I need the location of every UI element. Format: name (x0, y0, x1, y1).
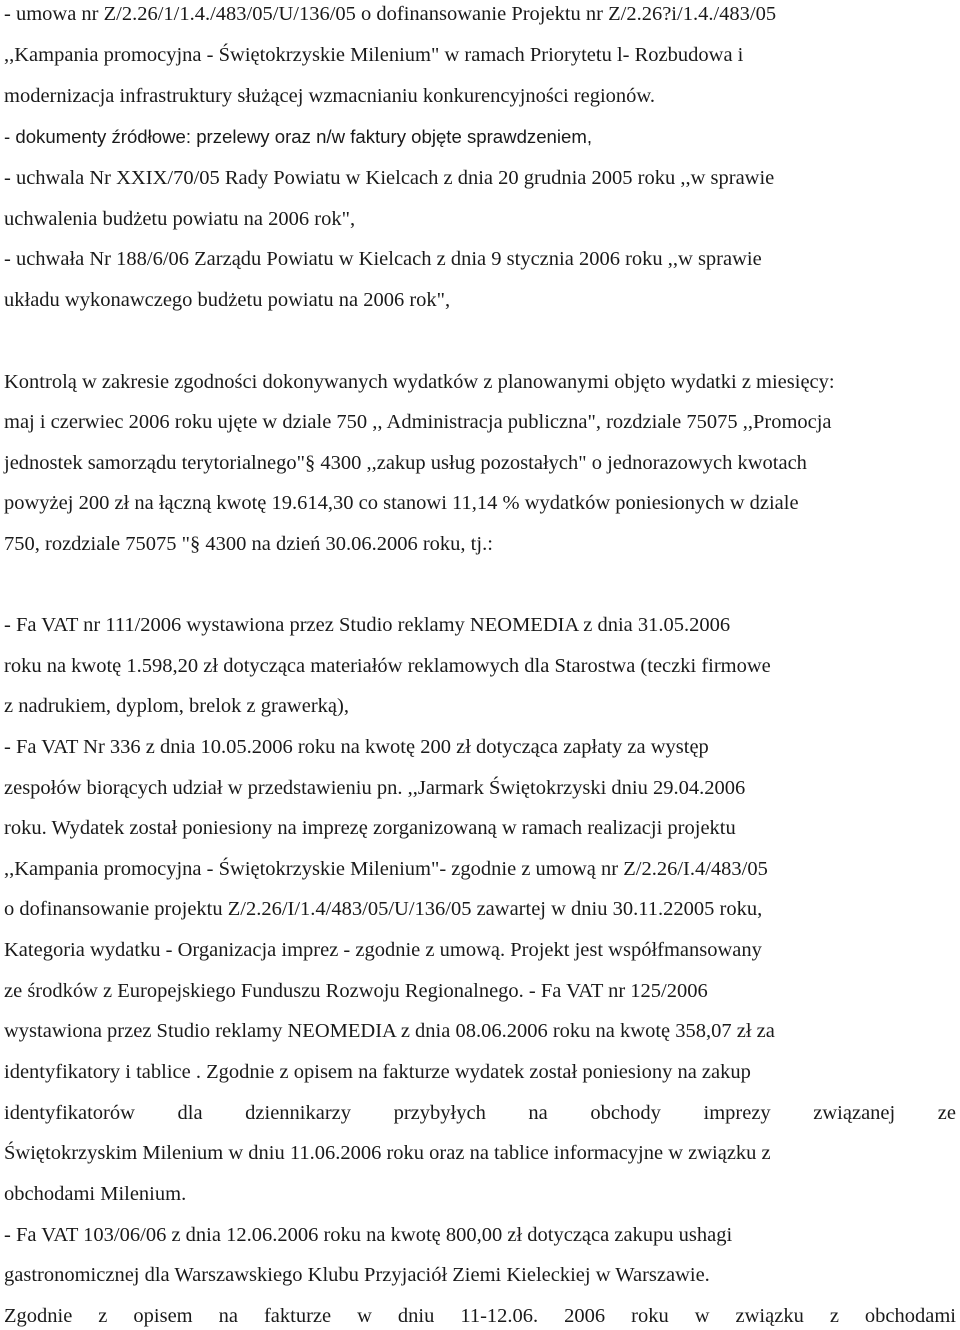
text-line: gastronomicznej dla Warszawskiego Klubu Przyjaciół Ziemi Kieleckiej w Warszawie. (4, 1264, 710, 1286)
text-line: z nadrukiem, dyplom, brelok z grawerką), (4, 695, 349, 717)
text-line: ze środków z Europejskiego Funduszu Rozwoju Regionalnego. - Fa VAT nr 125/2006 (4, 980, 708, 1002)
text-line: modernizacja infrastruktury służącej wzmacnianiu konkurencyjności regionów. (4, 85, 656, 107)
text-line: - Fa VAT 103/06/06 z dnia 12.06.2006 roku na kwotę 800,00 zł dotycząca zakupu ushagi (4, 1224, 733, 1246)
text-line: Zgodnie z opisem na fakturze w dniu 11-12.06. 2006 roku w związku z obchodami (4, 1305, 956, 1327)
text-line: układu wykonawczego budżetu powiatu na 2006 rok", (4, 289, 451, 311)
text-line: - uchwala Nr XXIX/70/05 Rady Powiatu w Kielcach z dnia 20 grudnia 2005 roku ,,w sprawie (4, 167, 775, 189)
text-line: ,,Kampania promocyjna - Świętokrzyskie Milenium"- zgodnie z umową nr Z/2.26/I.4/483/05 (4, 858, 768, 880)
text-line: o dofinansowanie projektu Z/2.26/I/1.4/483/05/U/136/05 zawartej w dniu 30.11.22005 roku, (4, 898, 763, 920)
text-line: 750, rozdziale 75075 "§ 4300 na dzień 30.06.2006 roku, tj.: (4, 533, 493, 555)
text-line: Świętokrzyskim Milenium w dniu 11.06.2006 roku oraz na tablice informacyjne w związku z (4, 1142, 771, 1164)
text-line: zespołów biorących udział w przedstawieniu pn. ,,Jarmark Świętokrzyski dniu 29.04.2006 (4, 777, 746, 799)
text-line: powyżej 200 zł na łączną kwotę 19.614,30 co stanowi 11,14 % wydatków poniesionych w dziale (4, 492, 799, 514)
text-line: roku na kwotę 1.598,20 zł dotycząca materiałów reklamowych dla Starostwa (teczki firmowe (4, 655, 771, 677)
text-line: obchodami Milenium. (4, 1183, 187, 1205)
text-line: maj i czerwiec 2006 roku ujęte w dziale 750 ,, Administracja publiczna", rozdziale 75075 ,,Promocja (4, 411, 832, 433)
text-line: roku. Wydatek został poniesiony na imprezę zorganizowaną w ramach realizacji projektu (4, 817, 736, 839)
text-line: Kontrolą w zakresie zgodności dokonywanych wydatków z planowanymi objęto wydatki z miesięcy: (4, 371, 835, 393)
text-line: - Fa VAT nr 111/2006 wystawiona przez Studio reklamy NEOMEDIA z dnia 31.05.2006 (4, 614, 731, 636)
text-line: - uchwała Nr 188/6/06 Zarządu Powiatu w Kielcach z dnia 9 stycznia 2006 roku ,,w sprawie (4, 248, 762, 270)
text-line: jednostek samorządu terytorialnego"§ 4300 ,,zakup usług pozostałych" o jednorazowych kwotach (4, 452, 807, 474)
text-line: - umowa nr Z/2.26/1/1.4./483/05/U/136/05 o dofinansowanie Projektu nr Z/2.26?i/1.4./483/05 (4, 3, 777, 25)
text-line: identyfikatorów dla dziennikarzy przybyłych na obchody imprezy związanej ze (4, 1102, 956, 1124)
text-line: ,,Kampania promocyjna - Świętokrzyskie Milenium" w ramach Priorytetu l- Rozbudowa i (4, 44, 744, 66)
text-line: wystawiona przez Studio reklamy NEOMEDIA z dnia 08.06.2006 roku na kwotę 358,07 zł za (4, 1020, 775, 1042)
text-line: - dokumenty źródłowe: przelewy oraz n/w faktury objęte sprawdzeniem, (4, 126, 593, 147)
text-line: Kategoria wydatku - Organizacja imprez - zgodnie z umową. Projekt jest współfmansowany (4, 939, 762, 961)
text-line: identyfikatory i tablice . Zgodnie z opisem na fakturze wydatek został poniesiony na zakup (4, 1061, 751, 1083)
text-line: - Fa VAT Nr 336 z dnia 10.05.2006 roku na kwotę 200 zł dotycząca zapłaty za występ (4, 736, 709, 758)
text-line: uchwalenia budżetu powiatu na 2006 rok", (4, 208, 356, 230)
